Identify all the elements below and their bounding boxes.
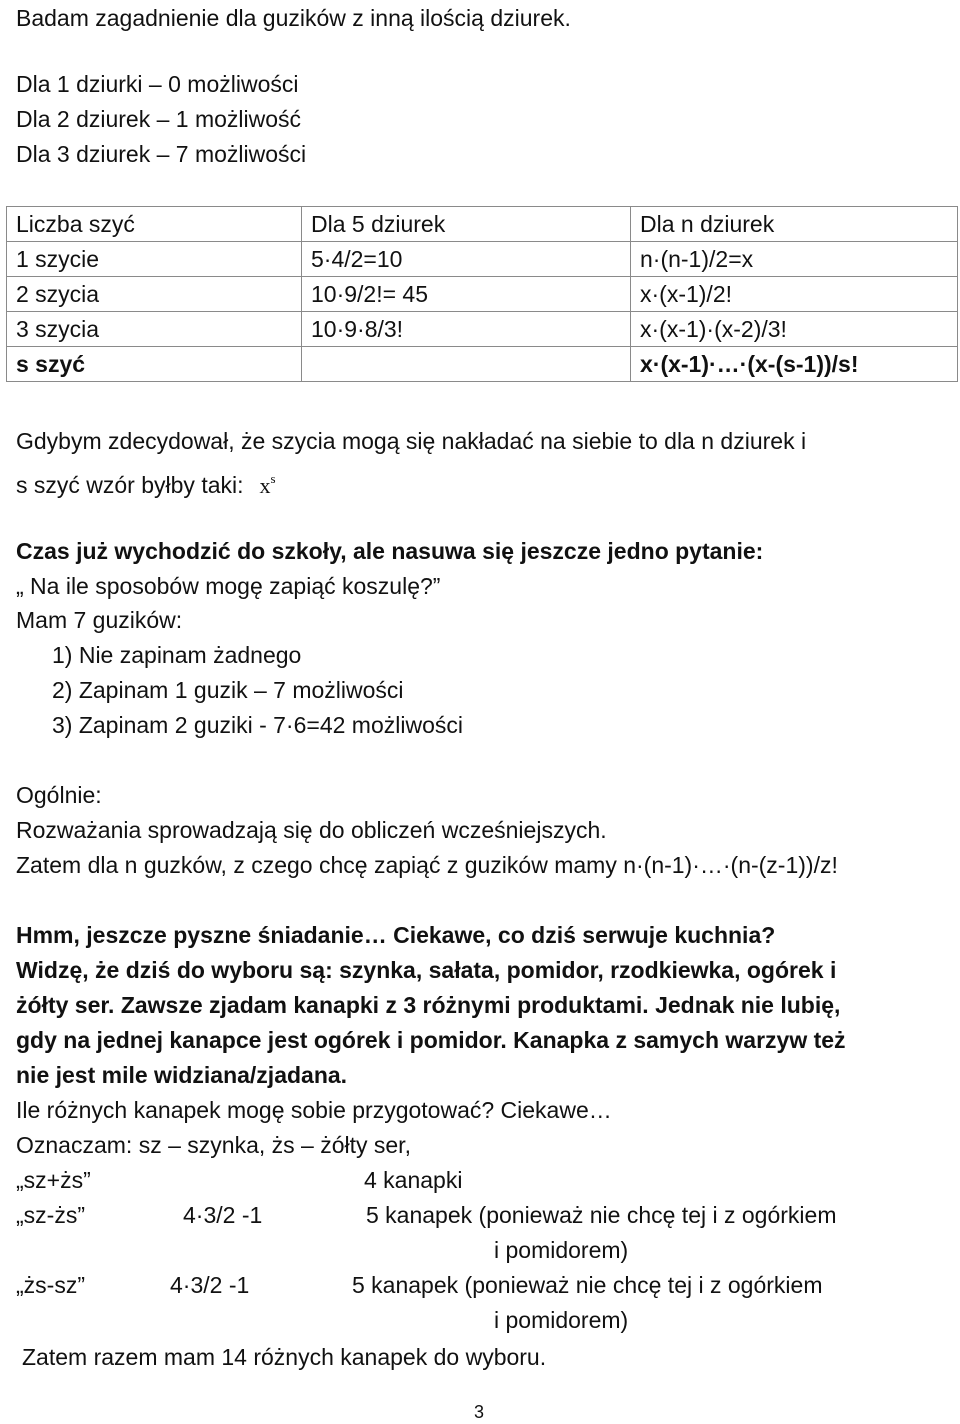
table-cell: 5·4/2=10: [302, 242, 631, 277]
table-header-row: [7, 207, 958, 242]
table-row: [7, 277, 958, 312]
table-cell: x·(x-1)/2!: [631, 277, 958, 312]
shirt-question-heading: Czas już wychodzić do szkoły, ale nasuwa się jeszcze jedno pytanie:: [16, 538, 764, 564]
general-heading: Ogólnie:: [16, 782, 102, 808]
table-cell: 3 szycia: [7, 312, 302, 347]
option-result: 5 kanapek (ponieważ nie chcę tej i z ogórkiem: [366, 1202, 837, 1228]
overlap-text: s szyć wzór byłby taki:: [16, 472, 244, 498]
formula-exponent: s: [270, 471, 276, 486]
case-3: Dla 3 dziurek – 7 możliwości: [16, 141, 307, 167]
table-cell: x·(x-1)·…·(x-(s-1))/s!: [631, 347, 958, 382]
option-formula: 4·3/2 -1: [170, 1272, 250, 1298]
table-cell: 10·9/2!= 45: [302, 277, 631, 312]
conclusion: Zatem razem mam 14 różnych kanapek do wyboru.: [22, 1344, 547, 1370]
table-cell: [302, 347, 631, 382]
general-line-2: Zatem dla n guzków, z czego chcę zapiąć z guzików mamy n·(n-1)·…·(n-(z-1))/z!: [16, 852, 838, 878]
table-cell: s szyć: [7, 347, 302, 382]
breakfast-line: gdy na jednej kanapce jest ogórek i pomidor. Kanapka z samych warzyw też: [16, 1027, 846, 1053]
breakfast-line: Hmm, jeszcze pyszne śniadanie… Ciekawe, co dziś serwuje kuchnia?: [16, 922, 776, 948]
table-header-cell: Liczba szyć: [7, 207, 302, 242]
option-label: „żs-sz”: [16, 1272, 85, 1298]
option-label: „sz+żs”: [16, 1167, 91, 1193]
notation-line: Oznaczam: sz – szynka, żs – żółty ser,: [16, 1132, 411, 1158]
table-cell: x·(x-1)·(x-2)/3!: [631, 312, 958, 347]
table-row: [7, 347, 958, 382]
overlap-line-1: Gdybym zdecydował, że szycia mogą się nakładać na siebie to dla n dziurek i: [16, 428, 807, 454]
buttons-count: Mam 7 guzików:: [16, 607, 183, 633]
table-cell: 1 szycie: [7, 242, 302, 277]
sandwich-question: Ile różnych kanapek mogę sobie przygotować? Ciekawe…: [16, 1097, 612, 1123]
table-header-cell: Dla n dziurek: [631, 207, 958, 242]
case-1: Dla 1 dziurki – 0 możliwości: [16, 71, 299, 97]
table-row: [7, 242, 958, 277]
formula-base: x: [259, 473, 271, 498]
general-line-1: Rozważania sprowadzają się do obliczeń wcześniejszych.: [16, 817, 607, 843]
overlap-line-2: [16, 464, 276, 501]
breakfast-line: żółty ser. Zawsze zjadam kanapki z 3 różnymi produktami. Jednak nie lubię,: [16, 992, 841, 1018]
list-item: 2) Zapinam 1 guzik – 7 możliwości: [52, 677, 404, 703]
power-formula: [260, 473, 276, 498]
list-item: 3) Zapinam 2 guziki - 7·6=42 możliwości: [52, 712, 463, 738]
list-item: 1) Nie zapinam żadnego: [52, 642, 302, 668]
table-header-cell: Dla 5 dziurek: [302, 207, 631, 242]
table-cell: 10·9·8/3!: [302, 312, 631, 347]
shirt-question: „ Na ile sposobów mogę zapiąć koszulę?”: [16, 573, 441, 599]
option-result-continued: i pomidorem): [494, 1237, 629, 1263]
option-result: 4 kanapki: [364, 1167, 463, 1193]
case-2: Dla 2 dziurek – 1 możliwość: [16, 106, 302, 132]
option-formula: 4·3/2 -1: [183, 1202, 263, 1228]
option-label: „sz-żs”: [16, 1202, 85, 1228]
breakfast-line: nie jest mile widziana/zjadana.: [16, 1062, 348, 1088]
stitch-table: [6, 206, 958, 382]
intro-text: Badam zagadnienie dla guzików z inną ilością dziurek.: [16, 5, 571, 31]
page-number: 3: [474, 1402, 485, 1422]
table-row: [7, 312, 958, 347]
table-cell: n·(n-1)/2=x: [631, 242, 958, 277]
breakfast-line: Widzę, że dziś do wyboru są: szynka, sałata, pomidor, rzodkiewka, ogórek i: [16, 957, 837, 983]
table-cell: 2 szycia: [7, 277, 302, 312]
option-result: 5 kanapek (ponieważ nie chcę tej i z ogórkiem: [352, 1272, 823, 1298]
option-result-continued: i pomidorem): [494, 1307, 629, 1333]
